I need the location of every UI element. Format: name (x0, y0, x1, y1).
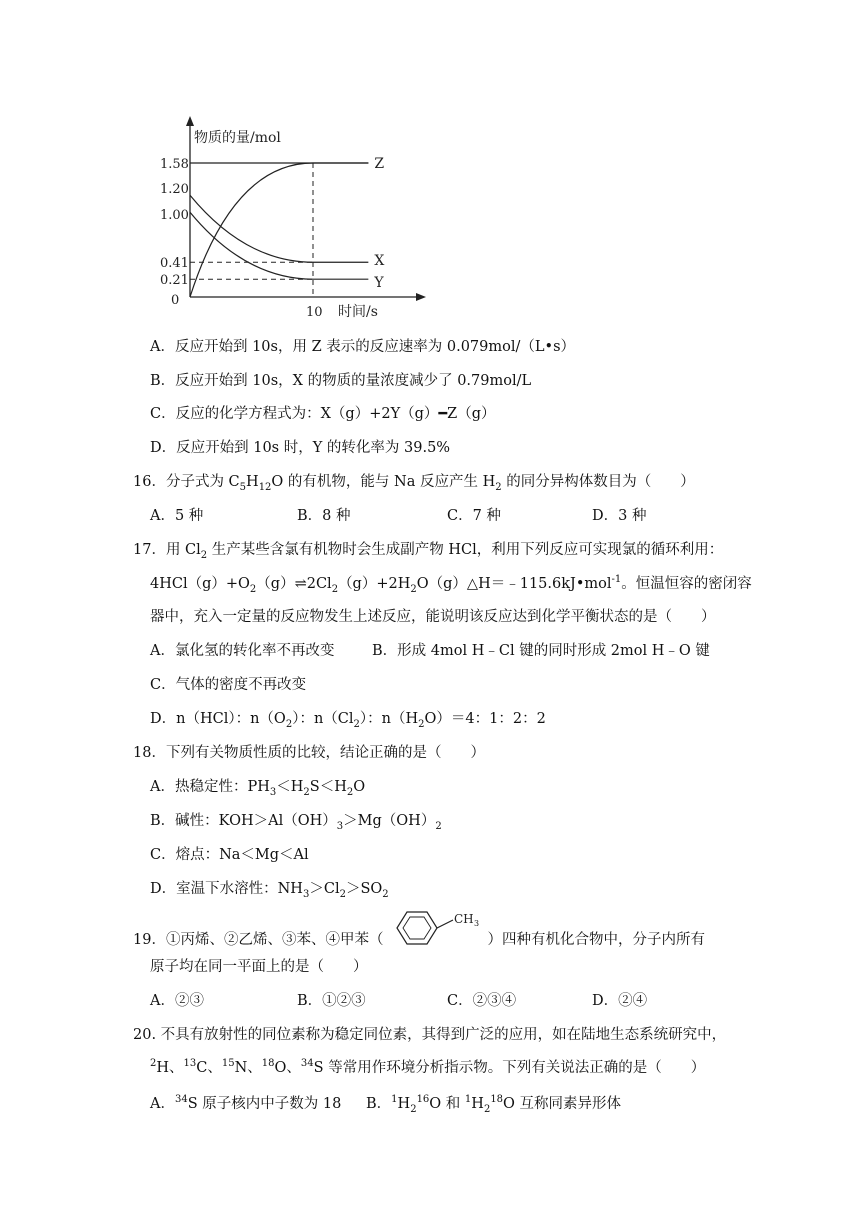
q15-option-d: D．反应开始到 10s 时，Y 的转化率为 39.5% (150, 440, 451, 456)
amount-time-graph (160, 112, 430, 327)
x-tick-label: 10 (306, 305, 323, 320)
y-tick-label: 0 (171, 293, 180, 308)
q15-option-a: A．反应开始到 10s，用 Z 表示的反应速率为 0.079mol/（L•s） (150, 339, 576, 355)
series-line-y (190, 212, 368, 279)
q19-option-c: C．②③④ (447, 993, 517, 1009)
q19-stem-line1 (133, 912, 705, 950)
q19-option-a: A．②③ (150, 993, 204, 1009)
q17-stem-line1: 17．用 $Cl_2$ 生产某些含氯有机物时会生成副产物 HCl，利用下列反应可实现氯的循环利用： (133, 542, 724, 561)
x-axis-arrow (416, 293, 426, 301)
q17-stem-line3: 器中，充入一定量的反应物发生上述反应，能说明该反应达到化学平衡状态的是（ ） (150, 609, 716, 625)
q20-stem-line1: 20. 不具有放射性的同位素称为稳定同位素，其得到广泛的应用，如在陆地生态系统研究中， (133, 1027, 727, 1043)
q19-stem-part2: ）四种有机化合物中，分子内所有 (487, 932, 705, 948)
q19-option-b: B．①②③ (297, 993, 366, 1009)
q19-stem-line2: 原子均在同一平面上的是（ ） (150, 959, 368, 975)
q17-stem-line2: $4HCl(g)+O_2(g)\rightleftharpoons 2Cl_2(g)+2H_2O(g)\triangle H=﹣115.6kJ•mol^{-1}$。恒温恒容的密闭容 (150, 574, 752, 595)
series-label-x: X (374, 253, 385, 270)
q17-option-b: B．形成 4mol H﹣Cl 键的同时形成 2mol H﹣O 键 (372, 643, 710, 659)
q18-option-c: C．熔点：Na＜Mg＜Al (150, 847, 309, 863)
q15-option-b: B．反应开始到 10s，X 的物质的量浓度减少了 0.79mol/L (150, 373, 532, 389)
q16-stem: 16．分子式为 $C_5H_{12}O$ 的有机物，能与 Na 反应产生 $H_2$ 的同分异构体数目为（ ） (133, 474, 695, 493)
q18-option-a: A．热稳定性：$PH_3<H_2S<H_2O$ (150, 779, 366, 798)
y-axis-label: 物质的量/mol (194, 130, 281, 146)
q19-option-d: D．②④ (592, 993, 648, 1009)
y-tick-label: 1.20 (160, 182, 189, 198)
x-axis-label: 时间/s (338, 304, 378, 320)
q20-stem-line2: $^2$H、$^{13}$C、$^{15}$N、$^{18}$O、$^{34}$S 等常用作环境分析指示物。下列有关说法正确的是（ ） (150, 1058, 706, 1076)
svg-text:CH: CH (454, 912, 475, 926)
q18-option-d: D．室温下水溶性：$NH_3>Cl_2>SO_2$ (150, 881, 389, 900)
toluene-structure-image (383, 906, 487, 950)
q16-option-d: D．3 种 (592, 508, 647, 524)
y-tick-label: 1.58 (160, 157, 189, 173)
svg-text:3: 3 (474, 919, 480, 928)
q17-option-c: C．气体的密度不再改变 (150, 677, 307, 693)
series-line-z (190, 163, 368, 297)
y-tick-label: 0.21 (160, 273, 189, 289)
y-tick-label: 0.41 (160, 256, 189, 272)
q17-option-d: D．n（HCl）：$n(O_2)$：$n(Cl_2)$：$n(H_2O)=4$：1：2：2 (150, 711, 546, 730)
q19-stem-part1: 19．①丙烯、②乙烯、③苯、④甲苯（ (133, 932, 384, 948)
series-line-x (190, 195, 368, 262)
y-tick-label: 1.00 (160, 208, 189, 224)
q20-option-b: B．$^1H_2^{16}O$ 和 $^1H_2^{18}O$ 互称同素异形体 (366, 1094, 622, 1115)
q20-option-a: A．$^{34}$S 原子核内中子数为 18 (150, 1094, 342, 1112)
series-label-y: Y (374, 275, 384, 292)
series-label-z: Z (374, 156, 385, 173)
q18-stem: 18．下列有关物质性质的比较，结论正确的是（ ） (133, 745, 485, 761)
q18-option-b: B．碱性：$KOH>Al(OH)_3>Mg(OH)_2$ (150, 813, 442, 832)
y-axis-arrow (186, 116, 194, 126)
q16-option-b: B．8 种 (297, 508, 351, 524)
q16-option-c: C．7 种 (447, 508, 501, 524)
q16-option-a: A．5 种 (150, 508, 204, 524)
q15-option-c: C．反应的化学方程式为：X（g）+2Y（g）━Z（g） (150, 406, 496, 422)
q17-option-a: A．氯化氢的转化率不再改变 (150, 643, 335, 659)
